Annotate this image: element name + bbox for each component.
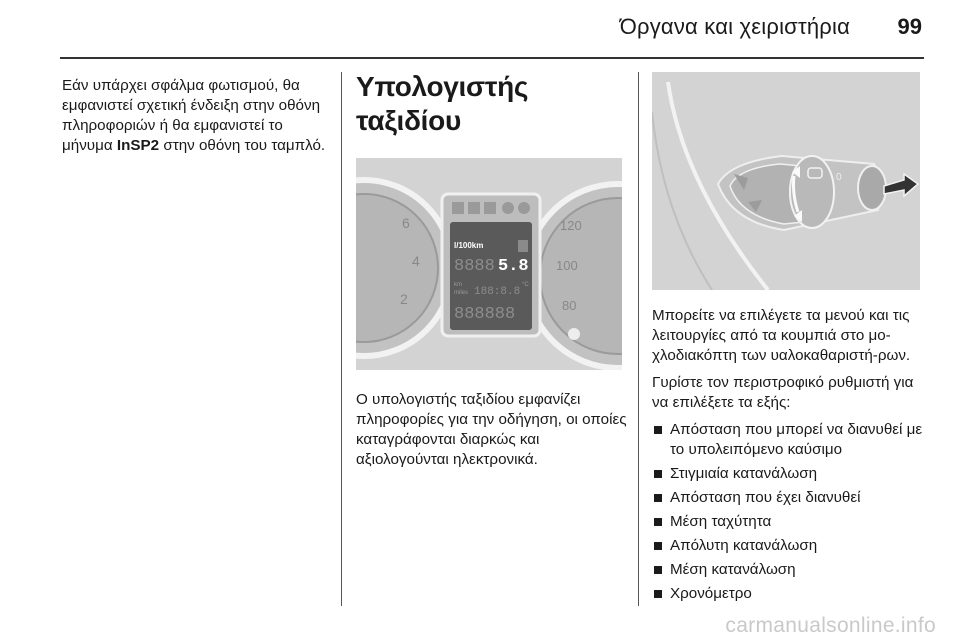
list-item-label: Μέση κατανάλωση [670,561,796,578]
display-temp-unit: °C [522,282,529,288]
list-item-label: Στιγμιαία κατανάλωση [670,465,818,482]
list-item-label: Απόλυτη κατανάλωση [670,537,818,554]
list-item [652,464,924,484]
svg-text:0: 0 [836,172,842,183]
list-item-label: Χρονόμετρο [670,585,752,602]
display-small-value: 188:8.8 [474,286,521,298]
instrument-cluster-illustration [356,158,622,370]
bullet-icon [654,426,662,434]
bullet-icon [654,518,662,526]
svg-text:6: 6 [402,215,410,231]
paragraph-text-before: Εάν υπάρχει σφάλμα φωτισμού, θα εμφανιστεί σχετική ένδειξη στην οθόνη πληροφοριών ή θα εμφανιστεί το μήνυμα [62,77,321,154]
column-middle [356,70,628,477]
wiper-stalk-drawing [652,72,920,290]
bullet-icon [654,566,662,574]
column-right [652,72,924,608]
bullet-icon [654,590,662,598]
list-item [652,512,924,532]
display-km-label: km [454,282,462,288]
list-item [652,536,924,556]
list-item [652,488,924,508]
message-code: InSP2 [116,137,160,154]
bullet-icon [654,470,662,478]
lighting-fault-paragraph [62,76,330,156]
bullet-icon [654,542,662,550]
page-number: 99 [897,14,922,39]
running-header-title: Όργανα και χειριστήρια [619,14,850,39]
column-divider-left [341,72,342,606]
display-main-decimal: 5.8 [498,257,529,276]
list-item-label: Απόσταση που έχει διανυθεί [670,489,861,506]
menu-selection-paragraph: Μπορείτε να επιλέγετε τα μενού και τις λειτουργίες από τα κουμπιά στο μο-χλοδιακόπτη των υαλοκαθαριστή-ρων. [652,307,911,364]
svg-text:80: 80 [562,298,577,313]
svg-text:2: 2 [400,291,408,307]
display-main-value: 8888 [454,257,495,276]
display-bottom-value: 888888 [454,305,516,324]
list-item [652,560,924,580]
display-unit-label: l/100km [454,241,484,250]
svg-text:120: 120 [560,218,582,233]
rotary-control-paragraph: Γυρίστε τον περιστροφικό ρυθμιστή για να επιλέξετε τα εξής: [652,374,914,411]
wiper-stalk-illustration [652,72,920,290]
header-rule [60,57,924,59]
column-left [62,76,330,163]
list-item [652,584,924,604]
watermark: carmanualsonline.info [725,614,936,637]
section-title: Υπολογιστής ταξιδίου [356,71,529,136]
option-list [652,420,924,604]
display-miles-label: miles [454,290,469,296]
svg-text:4: 4 [412,253,420,269]
bullet-icon [654,494,662,502]
trip-computer-description: Ο υπολογιστής ταξιδίου εμφανίζει πληροφορίες για την οδήγηση, οι οποίες καταγράφονται διαρκώς και αξιολογούνται ηλεκτρονικά. [356,391,627,468]
instrument-cluster-drawing [356,158,622,370]
svg-text:100: 100 [556,258,578,273]
list-item-label: Απόσταση που μπορεί να διανυθεί με το υπολειπόμενο καύσιμο [670,421,923,458]
list-item-label: Μέση ταχύτητα [670,513,772,530]
paragraph-text-after: στην οθόνη του ταμπλό. [163,137,326,154]
column-divider-right [638,72,639,606]
list-item [652,420,924,460]
